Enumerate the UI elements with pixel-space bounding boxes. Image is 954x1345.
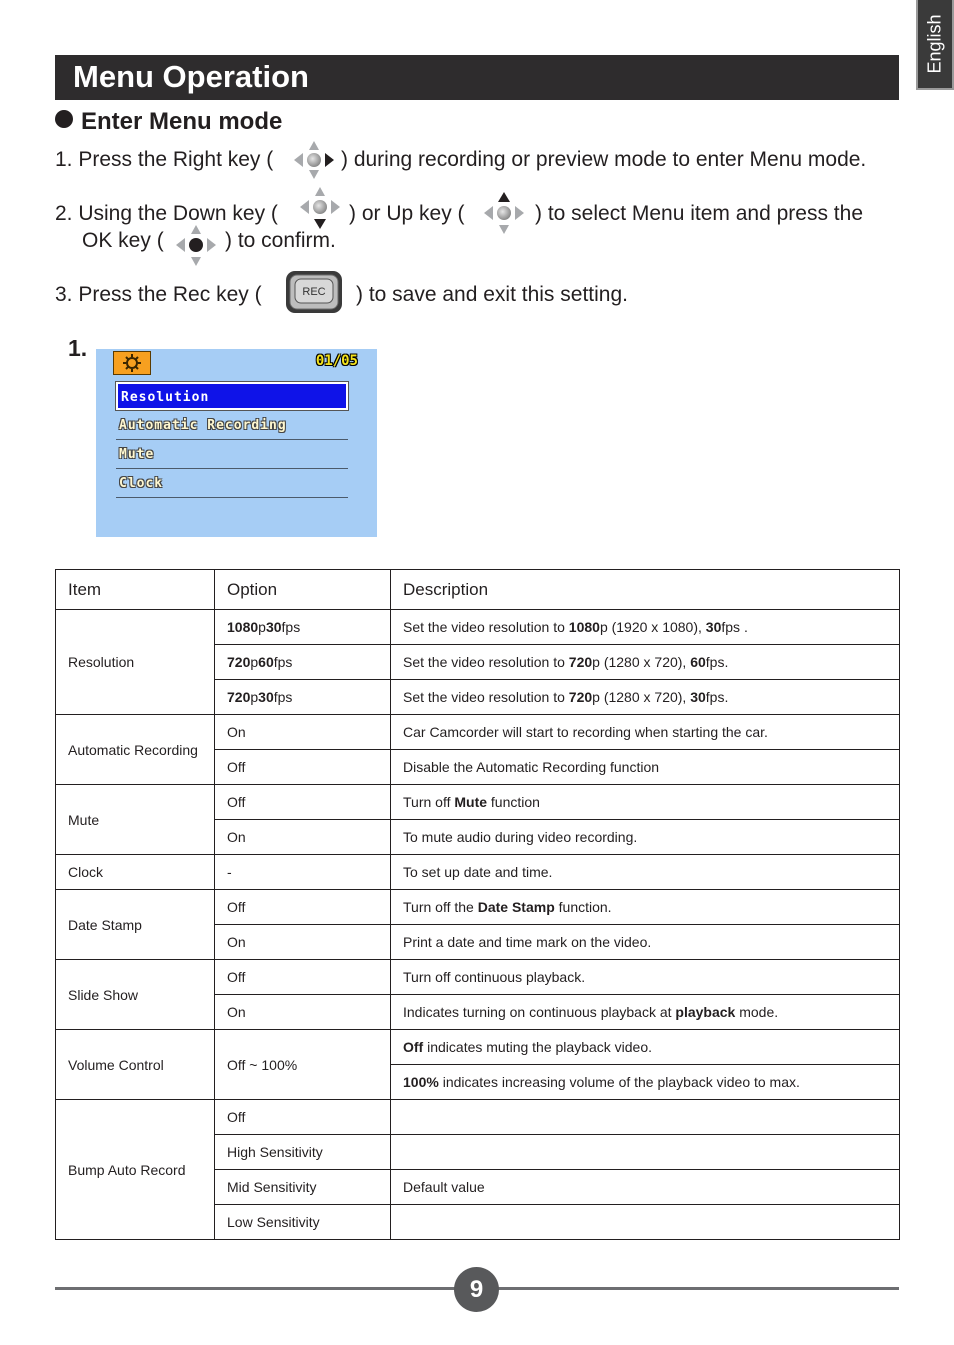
description-cell <box>391 1100 900 1135</box>
language-tab: English <box>916 0 954 90</box>
option-cell: Low Sensitivity <box>215 1205 391 1240</box>
up-key-icon <box>481 191 527 237</box>
option-cell: High Sensitivity <box>215 1135 391 1170</box>
description-cell: Set the video resolution to 720p (1280 x 720), 30fps. <box>391 680 900 715</box>
description-cell: To mute audio during video recording. <box>391 820 900 855</box>
page-number: 9 <box>454 1267 499 1312</box>
step-2-text-d: OK key ( <box>82 229 164 252</box>
item-cell: Automatic Recording <box>56 715 215 785</box>
option-cell: Off <box>215 960 391 995</box>
item-cell: Mute <box>56 785 215 855</box>
menu-item-resolution[interactable]: Resolution <box>116 382 348 410</box>
table-row <box>56 715 900 750</box>
header-description: Description <box>391 570 900 610</box>
table-row <box>56 890 900 925</box>
description-cell: Turn off the Date Stamp function. <box>391 890 900 925</box>
description-cell <box>391 1205 900 1240</box>
header-option: Option <box>215 570 391 610</box>
table-row <box>56 1030 900 1065</box>
description-cell: Set the video resolution to 720p (1280 x 720), 60fps. <box>391 645 900 680</box>
option-cell: 720p30fps <box>215 680 391 715</box>
step-2-text-b: ) or Up key ( <box>349 202 465 225</box>
table-row <box>56 785 900 820</box>
description-cell: Disable the Automatic Recording function <box>391 750 900 785</box>
menu-page-indicator: 01/05 <box>315 353 358 369</box>
svg-text:REC: REC <box>302 286 326 298</box>
right-key-icon <box>291 138 337 182</box>
down-key-icon <box>297 184 343 232</box>
description-cell: Indicates turning on continuous playback at playback mode. <box>391 995 900 1030</box>
description-cell: Default value <box>391 1170 900 1205</box>
title-bar <box>55 55 899 100</box>
camera-menu-screen <box>96 349 377 537</box>
description-cell: Print a date and time mark on the video. <box>391 925 900 960</box>
option-cell: On <box>215 820 391 855</box>
step-3-text-b: ) to save and exit this setting. <box>356 283 628 306</box>
options-table <box>55 569 900 1240</box>
description-cell: Set the video resolution to 1080p (1920 x 1080), 30fps . <box>391 610 900 645</box>
page-title: Menu Operation <box>73 59 309 94</box>
screenshot-number: 1. <box>68 335 88 361</box>
item-cell: Resolution <box>56 610 215 715</box>
item-cell: Bump Auto Record <box>56 1100 215 1240</box>
table-header-row <box>56 570 900 610</box>
description-cell: 100% indicates increasing volume of the playback video to max. <box>391 1065 900 1100</box>
option-cell: Off ~ 100% <box>215 1030 391 1100</box>
description-cell: Car Camcorder will start to recording when starting the car. <box>391 715 900 750</box>
header-item: Item <box>56 570 215 610</box>
description-cell: Turn off continuous playback. <box>391 960 900 995</box>
option-cell: On <box>215 995 391 1030</box>
step-1-text-a: 1. Press the Right key ( <box>55 148 274 171</box>
description-cell: Turn off Mute function <box>391 785 900 820</box>
section-heading: Enter Menu mode <box>55 108 282 136</box>
table-row <box>56 610 900 645</box>
step-1-text-b: ) during recording or preview mode to enter Menu mode. <box>341 148 867 171</box>
menu-item-mute[interactable]: Mute <box>116 441 348 469</box>
description-cell <box>391 1135 900 1170</box>
gear-icon <box>113 351 151 375</box>
item-cell: Slide Show <box>56 960 215 1030</box>
option-cell: 1080p30fps <box>215 610 391 645</box>
menu-item-automatic-recording[interactable]: Automatic Recording <box>116 412 348 440</box>
option-cell: Off <box>215 890 391 925</box>
option-cell: Off <box>215 1100 391 1135</box>
item-cell: Date Stamp <box>56 890 215 960</box>
menu-item-clock[interactable]: Clock <box>116 470 348 498</box>
option-cell: On <box>215 715 391 750</box>
rec-key-icon <box>285 270 343 314</box>
step-2-text-a: 2. Using the Down key ( <box>55 202 278 225</box>
option-cell: Off <box>215 785 391 820</box>
option-cell: On <box>215 925 391 960</box>
ok-key-icon <box>173 223 219 269</box>
item-cell: Volume Control <box>56 1030 215 1100</box>
table-row <box>56 960 900 995</box>
option-cell: Off <box>215 750 391 785</box>
description-cell: Off indicates muting the playback video. <box>391 1030 900 1065</box>
table-row <box>56 1100 900 1135</box>
step-2-text-c: ) to select Menu item and press the <box>535 202 863 225</box>
table-row <box>56 855 900 890</box>
option-cell: - <box>215 855 391 890</box>
option-cell: 720p60fps <box>215 645 391 680</box>
description-cell: To set up date and time. <box>391 855 900 890</box>
option-cell: Mid Sensitivity <box>215 1170 391 1205</box>
bullet-icon <box>55 110 73 128</box>
step-3-text-a: 3. Press the Rec key ( <box>55 283 262 306</box>
item-cell: Clock <box>56 855 215 890</box>
step-2-text-e: ) to confirm. <box>225 229 336 252</box>
